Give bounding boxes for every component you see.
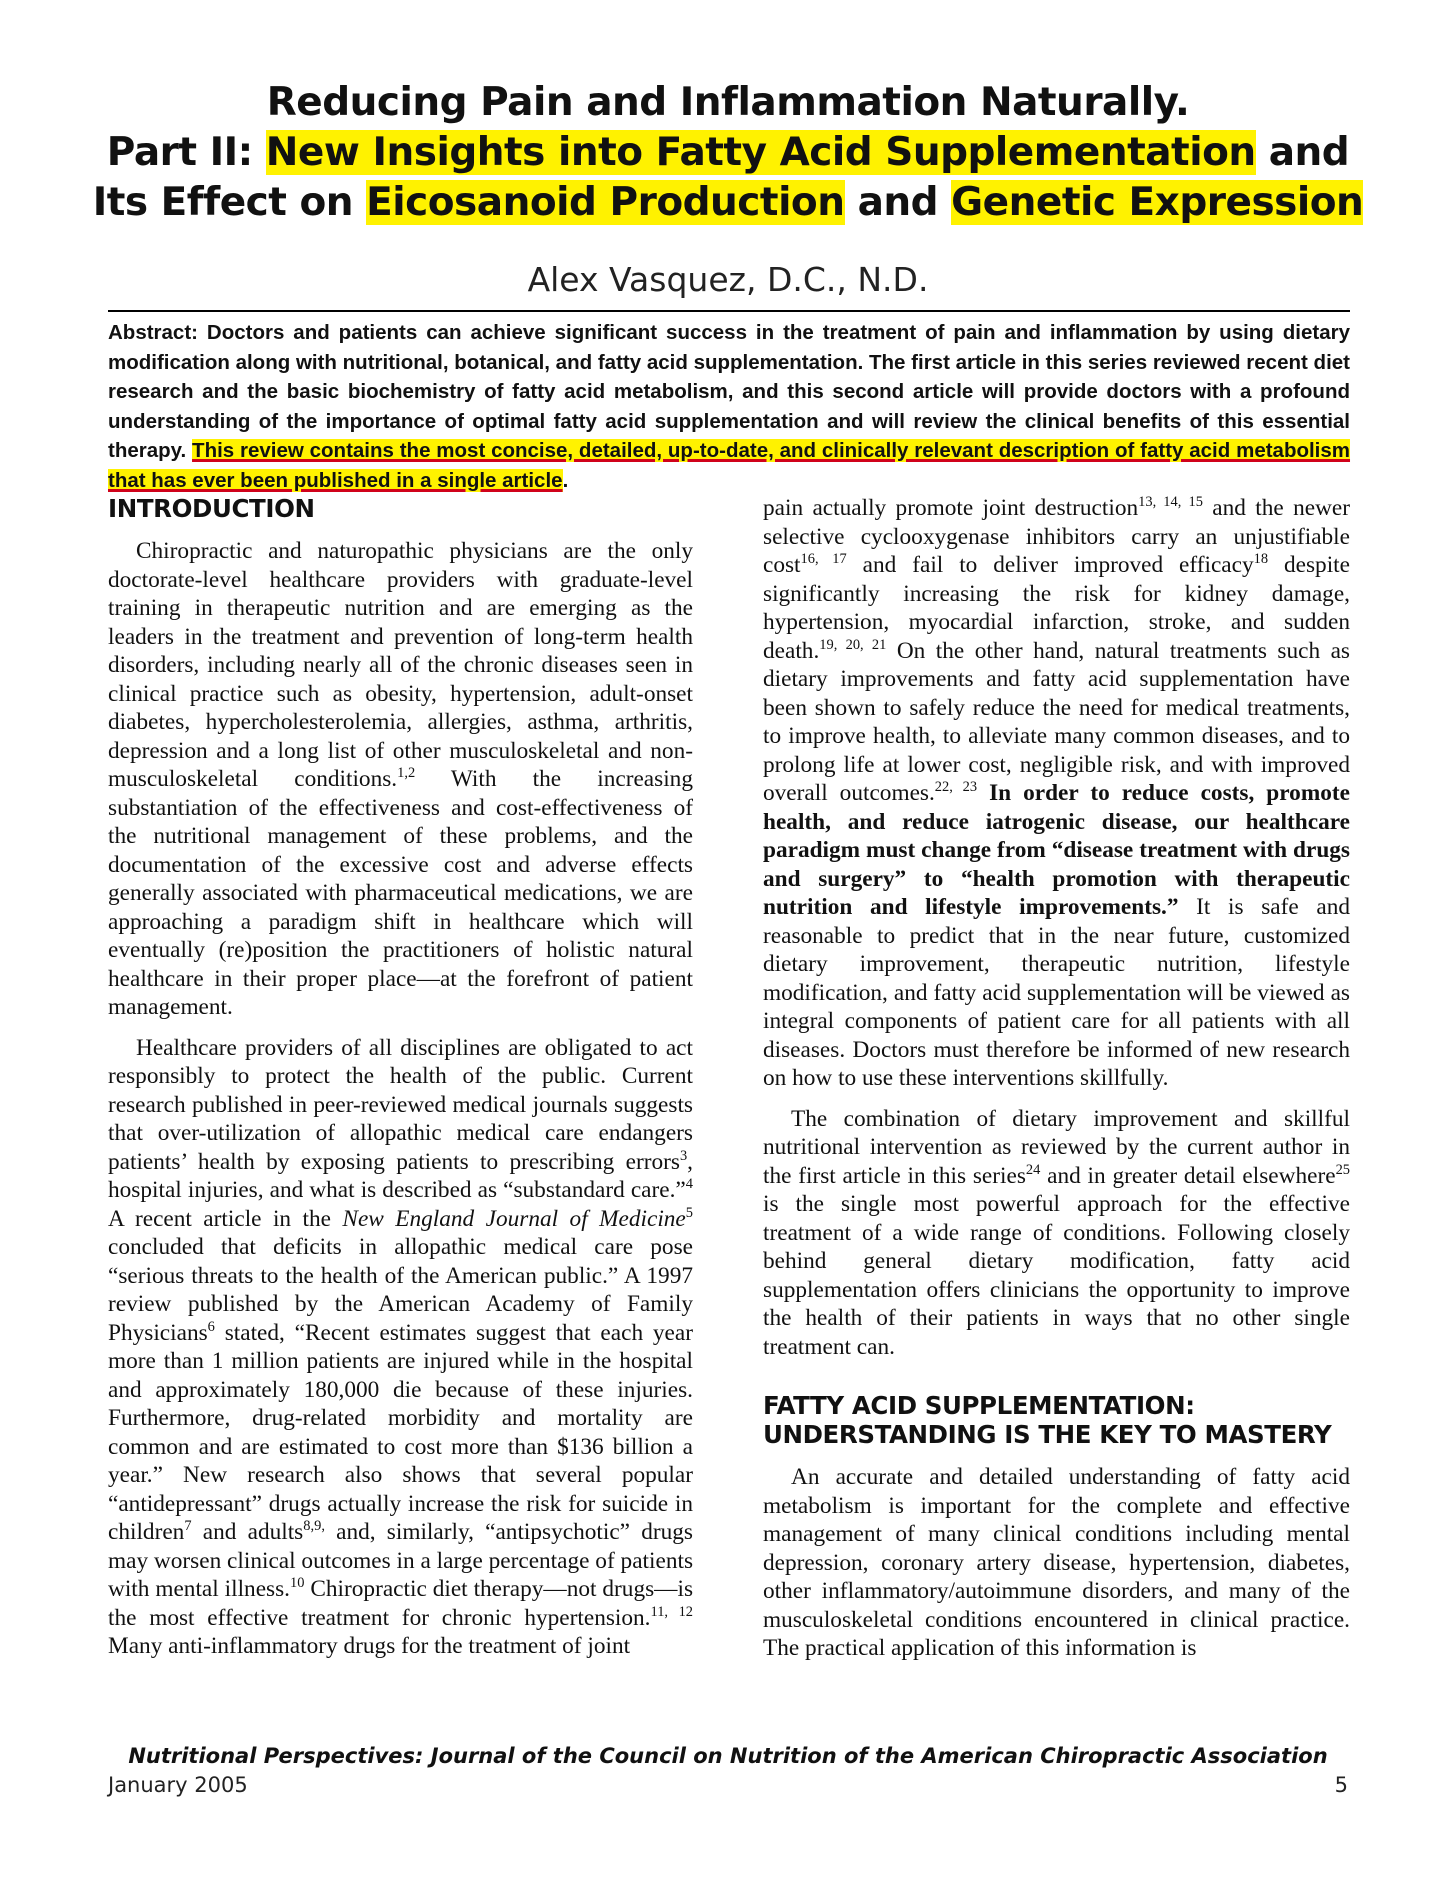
title-divider [108, 310, 1350, 312]
right-paragraph-3: An accurate and detailed understanding of fatty acid metabolism is important for the complete and effective management of many clinical conditions including mental depression, coronary artery disease, hypertension, diabetes, other inflammatory/autoimmune disorders, and many of the musculoskeletal conditions encountered in clinical practice. The practical application of this information is [763, 1464, 1350, 1661]
title-part-mid: and [844, 180, 952, 225]
title-highlight-fatty-acid: New Insights into Fatty Acid Supplementation [265, 130, 1256, 175]
title-line-2 [60, 128, 1396, 178]
article-title [60, 78, 1396, 228]
right-paragraph-2: The combination of dietary improvement and skillful nutritional intervention as reviewed by the current author in the first article in this series$^{24}$ and in greater detail elsewhere$^{25}$ is the single most powerful approach for the effective treatment of a wide range of conditions. Following closely behind general dietary modification, fatty acid supplementation offers clinicians the opportunity to improve the health of their patients in ways that no other single treatment can. [763, 1105, 1350, 1360]
intro-paragraph-1: Chiropractic and naturopathic physicians are the only doctorate-level healthcare providers with graduate-level training in therapeutic nutrition and are emerging as the leaders in the treatment and prevention of long-term health disorders, including nearly all of the chronic diseases seen in clinical practice such as obesity, hypertension, adult-onset diabetes, hypercholesterolemia, allergies, asthma, arthritis, depression and a long list of other musculoskeletal and non-musculoskeletal conditions.$^{1,2}$ With the increasing substantiation of the effectiveness and cost-effectiveness of the nutritional management of these problems, and the documentation of the excessive cost and adverse effects generally associated with pharmaceutical medications, we are approaching a paradigm shift in healthcare which will eventually (re)position the practitioners of holistic natural healthcare in their proper place—at the forefront of patient management. [108, 538, 693, 1020]
abstract-highlight: This review contains the most concise, detailed, up-to-date, and clinically relevant description of fatty acid metabolism that has ever been published in a single article [108, 439, 1351, 492]
title-part-prefix: Part II: [106, 130, 266, 175]
author-name: Alex Vasquez, D.C., N.D. [527, 260, 929, 299]
right-paragraph-1: pain actually promote joint destruction$^{13, 14, 15}$ and the newer selective cyclooxygenase inhibitors carry an unjustifiable cost$^{16, 17}$ and fail to deliver improved efficacy$^{18}$ despite significantly increasing the risk for kidney damage, hypertension, myocardial infarction, stroke, and sudden death.$^{19, 20, 21}$ On the other hand, natural treatments such as dietary improvements and fatty acid supplementation have been shown to safely reduce the need for medical treatments, to improve health, to alleviate many common diseases, and to prolong life at lower cost, negligible risk, and with improved overall outcomes.$^{22, 23}$ In order to reduce costs, promote health, and reduce iatrogenic disease, our healthcare paradigm must change from “disease treatment with drugs and surgery” to “health promotion with therapeutic nutrition and lifestyle improvements.” It is safe and reasonable to predict that in the near future, customized dietary improvement, therapeutic nutrition, lifestyle modification, and fatty acid supplementation will be viewed as integral components of patient care for all patients with all diseases. Doctors must therefore be informed of new research on how to use these interventions skillfully. [763, 494, 1351, 1091]
right-column [763, 494, 1350, 1675]
intro-paragraph-2: Healthcare providers of all disciplines are obligated to act responsibly to protect the health of the public. Current research published in peer-reviewed medical journals suggests that over-utilization of allopathic medical care endangers patients’ health by exposing patients to prescribing errors$^3$, hospital injuries, and what is described as “substandard care.”$^4$ A recent article in the New England Journal of Medicine$^5$ concluded that deficits in allopathic medical care pose “serious threats to the health of the American public.” A 1997 review published by the American Academy of Family Physicians$^6$ stated, “Recent estimates suggest that each year more than 1 million patients are injured while in the hospital and approximately 180,000 die because of these injuries. Furthermore, drug-related morbidity and mortality are common and are estimated to cost more than $136 billion a year.” New research also shows that several popular “antidepressant” drugs actually increase the risk for suicide in children$^7$ and adults$^{8,9,}$ and, similarly, “antipsychotic” drugs may worsen clinical outcomes in a large percentage of patients with mental illness.$^{10}$ Chiropractic diet therapy—not drugs—is the most effective treatment for chronic hypertension.$^{11, 12}$ Many anti-inflammatory drugs for the treatment of joint [108, 1034, 694, 1659]
footer-journal-name: Nutritional Perspectives: Journal of the Council on Nutrition of the American Chiropractic Association [128, 1744, 1328, 1768]
footer-date: January 2005 [108, 1773, 248, 1797]
intro-heading: INTRODUCTION [108, 494, 315, 523]
abstract-text: Abstract: Doctors and patients can achieve significant success in the treatment of pain and inflammation by using dietary modification along with nutritional, botanical, and fatty acid supplementation. The first article in this series reviewed recent diet research and the basic biochemistry of fatty acid metabolism, and this second article will provide doctors with a profound understanding of the importance of optimal fatty acid supplementation and will review the clinical benefits of this essential therapy. [108, 321, 1350, 462]
page-number: 5 [1334, 1773, 1348, 1797]
left-column [108, 494, 693, 1673]
title-highlight-eicosanoid: Eicosanoid Production [366, 180, 845, 225]
abstract [108, 318, 1350, 495]
title-line-1: Reducing Pain and Inflammation Naturally. [266, 80, 1190, 125]
title-part-prefix-3: Its Effect on [92, 180, 367, 225]
abstract-end: . [562, 468, 569, 492]
title-highlight-genetic: Genetic Expression [951, 180, 1364, 225]
title-line-3 [60, 178, 1396, 228]
title-part-suffix: and [1255, 130, 1350, 175]
fatty-acid-section-heading: FATTY ACID SUPPLEMENTATION: UNDERSTANDING IS THE KEY TO MASTERY [763, 1391, 1332, 1449]
